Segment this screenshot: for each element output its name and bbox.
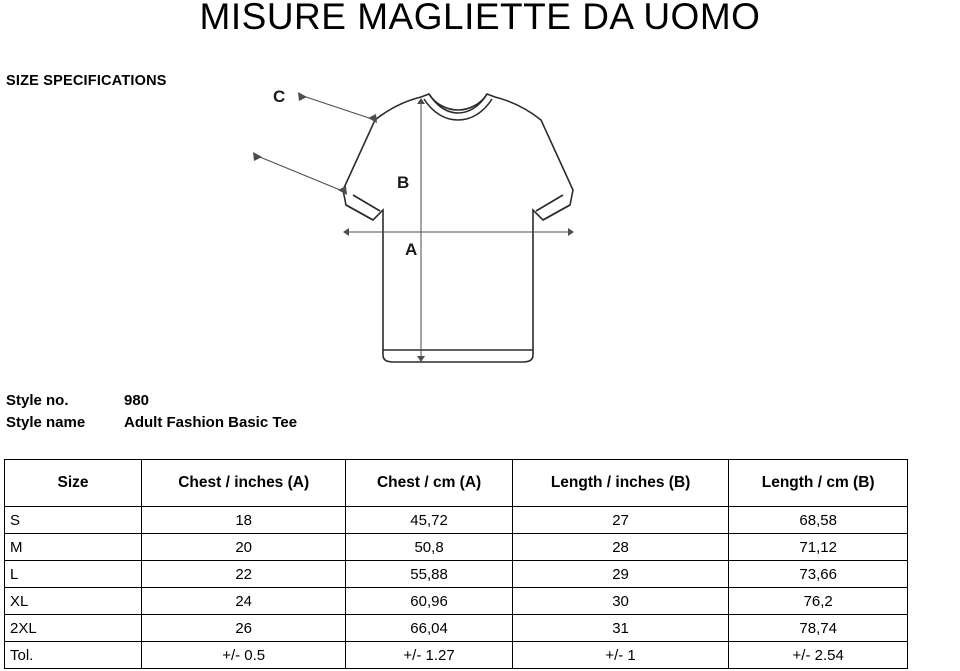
cell-length-inches: 27 xyxy=(512,507,729,534)
cell-length-inches: 30 xyxy=(512,588,729,615)
page-title: MISURE MAGLIETTE DA UOMO xyxy=(199,0,761,37)
cell-chest-inches: 22 xyxy=(142,561,346,588)
style-no-row xyxy=(6,392,297,414)
size-table xyxy=(4,459,908,669)
table-row xyxy=(5,642,908,669)
style-name-row xyxy=(6,414,297,436)
style-no-value: 980 xyxy=(124,392,150,409)
table-row xyxy=(5,534,908,561)
cell-size: S xyxy=(5,507,142,534)
cell-chest-cm: 66,04 xyxy=(346,615,512,642)
marker-b-label: B xyxy=(397,173,410,192)
style-no-label: Style no. xyxy=(6,392,69,409)
cell-chest-cm: 50,8 xyxy=(346,534,512,561)
column-header-chest-inches: Chest / inches (A) xyxy=(142,460,346,507)
cell-length-cm: 76,2 xyxy=(729,588,908,615)
column-header-length-cm: Length / cm (B) xyxy=(729,460,908,507)
size-table-body xyxy=(5,507,908,669)
marker-c-label: C xyxy=(273,87,286,106)
cell-length-cm: 78,74 xyxy=(729,615,908,642)
cell-length-inches: 29 xyxy=(512,561,729,588)
table-row xyxy=(5,507,908,534)
cell-length-cm: 73,66 xyxy=(729,561,908,588)
table-row xyxy=(5,615,908,642)
cell-chest-inches: 20 xyxy=(142,534,346,561)
cell-chest-inches: +/- 0.5 xyxy=(142,642,346,669)
cell-size: XL xyxy=(5,588,142,615)
cell-chest-cm: +/- 1.27 xyxy=(346,642,512,669)
column-header-length-inches: Length / inches (B) xyxy=(512,460,729,507)
cell-length-cm: +/- 2.54 xyxy=(729,642,908,669)
cell-chest-inches: 18 xyxy=(142,507,346,534)
style-info xyxy=(6,392,297,436)
cell-chest-cm: 55,88 xyxy=(346,561,512,588)
column-header-chest-cm: Chest / cm (A) xyxy=(346,460,512,507)
cell-chest-cm: 60,96 xyxy=(346,588,512,615)
t-shirt-measurement-diagram xyxy=(225,70,625,375)
table-row xyxy=(5,588,908,615)
table-row xyxy=(5,561,908,588)
cell-chest-inches: 24 xyxy=(142,588,346,615)
table-header-row xyxy=(5,460,908,507)
size-specifications-label: SIZE SPECIFICATIONS xyxy=(6,73,167,89)
cell-length-cm: 71,12 xyxy=(729,534,908,561)
size-table-head xyxy=(5,460,908,507)
cell-chest-cm: 45,72 xyxy=(346,507,512,534)
cell-size: Tol. xyxy=(5,642,142,669)
cell-size: L xyxy=(5,561,142,588)
cell-length-cm: 68,58 xyxy=(729,507,908,534)
column-header-size: Size xyxy=(5,460,142,507)
cell-length-inches: +/- 1 xyxy=(512,642,729,669)
cell-chest-inches: 26 xyxy=(142,615,346,642)
marker-a-label: A xyxy=(405,240,418,259)
cell-length-inches: 31 xyxy=(512,615,729,642)
cell-size: 2XL xyxy=(5,615,142,642)
cell-length-inches: 28 xyxy=(512,534,729,561)
style-name-value: Adult Fashion Basic Tee xyxy=(124,414,298,431)
style-name-label: Style name xyxy=(6,414,86,431)
cell-size: M xyxy=(5,534,142,561)
